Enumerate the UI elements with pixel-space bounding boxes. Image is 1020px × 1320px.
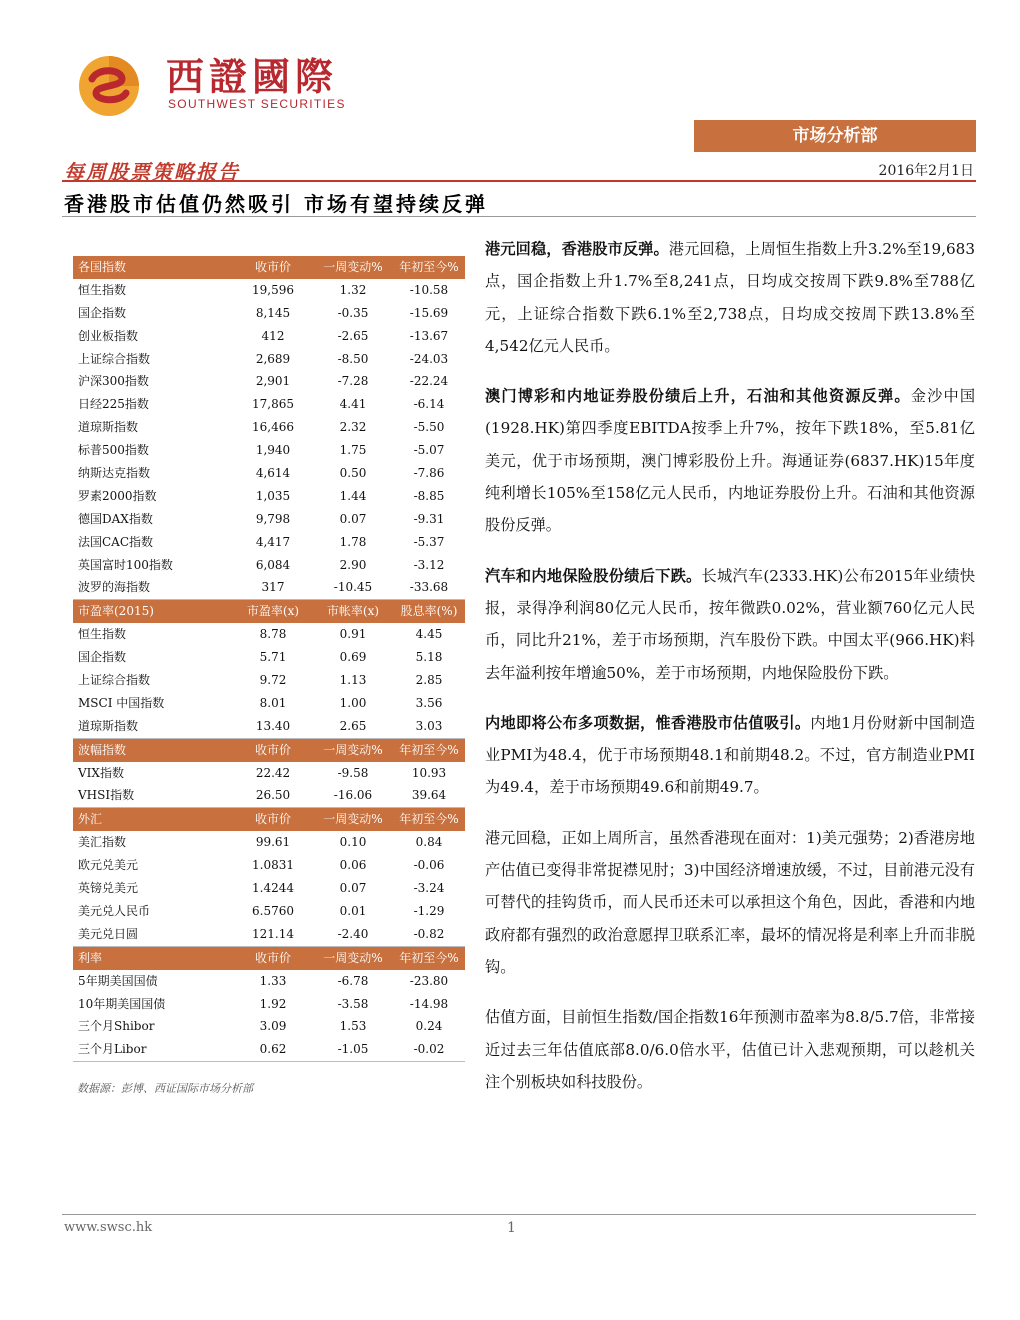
article-paragraph xyxy=(485,380,975,541)
table-cell: 创业板指数 xyxy=(78,328,139,343)
article-paragraph xyxy=(485,707,975,804)
table-cell: 6.5760 xyxy=(252,903,294,918)
table-cell: 1.00 xyxy=(339,695,367,710)
table-cell: -10.58 xyxy=(409,282,449,297)
table-cell: -1.05 xyxy=(337,1042,369,1057)
table-cell: -13.67 xyxy=(409,328,449,343)
table-row xyxy=(73,370,465,393)
table-cell: 2.85 xyxy=(415,673,443,688)
table-cell: 3.03 xyxy=(415,718,443,733)
table-header-cell: 一周变动% xyxy=(323,812,383,827)
table-cell: -8.50 xyxy=(337,351,369,366)
table-row xyxy=(73,854,465,877)
paragraph-lead: 汽车和内地保险股份绩后下跌。 xyxy=(485,566,702,585)
table-cell: 10.93 xyxy=(411,765,447,780)
table-cell: 标普500指数 xyxy=(78,443,149,458)
table-row xyxy=(73,831,465,854)
table-cell: 0.24 xyxy=(415,1019,443,1034)
table-cell: 0.69 xyxy=(339,650,367,665)
table-cell: 4.45 xyxy=(415,627,443,642)
table-cell: 3.56 xyxy=(415,695,443,710)
table-row xyxy=(73,416,465,439)
table-cell: 纳斯达克指数 xyxy=(78,466,151,481)
table-row xyxy=(73,439,465,462)
table-cell: 上证综合指数 xyxy=(78,673,151,688)
table-cell: 412 xyxy=(261,328,285,343)
table-section-header xyxy=(73,808,465,831)
table-cell: 19,596 xyxy=(252,282,294,297)
table-cell: -22.24 xyxy=(409,374,449,389)
table-cell: 上证综合指数 xyxy=(78,351,151,366)
company-logo xyxy=(78,55,368,115)
table-cell: -24.03 xyxy=(409,351,449,366)
table-cell: -14.98 xyxy=(409,996,449,1011)
table-row xyxy=(73,646,465,669)
table-cell: 法国CAC指数 xyxy=(78,534,154,549)
table-cell: -3.12 xyxy=(413,557,445,572)
table-cell: -6.78 xyxy=(337,973,369,988)
table-cell: 三个月Libor xyxy=(78,1042,147,1057)
table-header-cell: 收市价 xyxy=(254,812,291,827)
table-header-cell: 年初至今% xyxy=(399,812,459,827)
table-cell: -7.28 xyxy=(337,374,369,389)
table-cell: -9.58 xyxy=(337,765,369,780)
table-header-cell: 年初至今% xyxy=(399,260,459,274)
table-header-cell: 年初至今% xyxy=(399,742,459,757)
table-cell: 8.78 xyxy=(259,627,287,642)
table-row xyxy=(73,970,465,993)
table-cell: -3.24 xyxy=(413,881,445,896)
table-cell: 5年期美国国债 xyxy=(78,973,158,988)
table-cell: 欧元兑美元 xyxy=(78,858,139,873)
table-header-cell: 利率 xyxy=(78,950,103,965)
table-section-header xyxy=(73,947,465,970)
table-cell: 8.01 xyxy=(259,695,287,710)
paragraph-lead: 澳门博彩和内地证券股份绩后上升，石油和其他资源反弹。 xyxy=(485,387,911,406)
article-body xyxy=(485,233,975,1116)
table-cell: 1.75 xyxy=(339,443,367,458)
table-cell: -9.31 xyxy=(413,511,445,526)
table-cell: 39.64 xyxy=(411,788,447,803)
table-row xyxy=(73,762,465,785)
table-cell: -23.80 xyxy=(409,973,449,988)
table-cell: 10年期美国国债 xyxy=(78,996,166,1011)
table-cell: 0.62 xyxy=(259,1042,287,1057)
footer-url: www.swsc.hk xyxy=(64,1220,153,1235)
table-header-cell: 市盈率(x) xyxy=(246,604,300,619)
table-cell: VIX指数 xyxy=(78,765,124,780)
paragraph-text: 港元回稳，正如上周所言，虽然香港现在面对：1)美元强势；2)香港房地产估值已变得非常捉襟见肘；3)中国经济增速放缓，不过，目前港元没有可替代的挂钩货币，而人民币还未可以承担这个角色，因此，香港和内地政府都有强烈的政治意愿捍卫联系汇率，最坏的情况将是利率上升而非脱钩。 xyxy=(485,828,975,976)
report-headline: 香港股市估值仍然吸引 市场有望持续反弹 xyxy=(64,192,488,216)
table-cell: 英国富时100指数 xyxy=(78,557,173,572)
table-section-header xyxy=(73,256,465,279)
table-cell: 0.06 xyxy=(339,858,367,873)
article-paragraph xyxy=(485,233,975,362)
table-cell: MSCI 中国指数 xyxy=(78,695,165,710)
table-row xyxy=(73,508,465,531)
table-header-cell: 波幅指数 xyxy=(78,742,127,757)
table-cell: 三个月Shibor xyxy=(78,1019,155,1034)
table-cell: 16,466 xyxy=(252,420,294,435)
table-row xyxy=(73,279,465,302)
table-cell: -33.68 xyxy=(409,580,449,595)
table-cell: 1.78 xyxy=(339,534,367,549)
table-header-cell: 市帐率(x) xyxy=(326,604,380,619)
table-cell: 2.65 xyxy=(339,718,367,733)
table-cell: 5.18 xyxy=(415,650,443,665)
table-cell: 日经225指数 xyxy=(78,397,149,412)
table-cell: 1.44 xyxy=(339,488,367,503)
report-date: 2016年2月1日 xyxy=(878,163,974,179)
table-row xyxy=(73,784,465,808)
table-header-cell: 收市价 xyxy=(254,950,291,965)
headline-divider xyxy=(62,216,976,217)
table-cell: VHSI指数 xyxy=(78,788,135,803)
table-cell: -2.65 xyxy=(337,328,369,343)
table-cell: -0.02 xyxy=(413,1042,445,1057)
table-cell: 1.13 xyxy=(339,673,367,688)
table-cell: 99.61 xyxy=(255,835,291,850)
paragraph-text: 估值方面，目前恒生指数/国企指数16年预测市盈率为8.8/5.7倍，非常接近过去三年估值底部8.0/6.0倍水平，估值已计入悲观预期，可以趁机关注个别板块如科技股份。 xyxy=(485,1008,975,1091)
table-cell: 1,035 xyxy=(255,488,291,503)
table-row xyxy=(73,576,465,600)
table-cell: -6.14 xyxy=(413,397,445,412)
table-cell: 道琼斯指数 xyxy=(78,718,139,733)
table-cell: 1.32 xyxy=(339,282,367,297)
table-cell: 2,689 xyxy=(255,351,291,366)
table-cell: -0.35 xyxy=(337,305,369,320)
table-cell: -5.50 xyxy=(413,420,445,435)
table-cell: 8,145 xyxy=(255,305,291,320)
table-header-cell: 收市价 xyxy=(254,260,291,274)
table-cell: 0.07 xyxy=(339,511,367,526)
table-cell: 1.0831 xyxy=(252,858,294,873)
table-cell: 国企指数 xyxy=(78,650,127,665)
paragraph-text: 金沙中国(1928.HK)第四季度EBITDA按季上升7%，按年下跌18%，至5.81亿美元，优于市场预期，澳门博彩股份上升。海通证券(6837.HK)15年度纯利增长105%至158亿元人民币，内地证券股份上升。石油和其他资源股份反弹。 xyxy=(485,387,976,535)
paragraph-text: 长城汽车(2333.HK)公布2015年业绩快报，录得净利润80亿元人民币，按年微跌0.02%，营业额760亿元人民币，同比升21%，差于市场预期，汽车股份下跌。中国太平(966.HK)料去年溢利按年增逾50%，差于市场预期，内地保险股份下跌。 xyxy=(485,566,976,682)
table-cell: 0.01 xyxy=(339,903,367,918)
table-row xyxy=(73,531,465,554)
table-cell: 德国DAX指数 xyxy=(78,511,153,526)
table-cell: -15.69 xyxy=(409,305,449,320)
table-cell: -3.58 xyxy=(337,996,369,1011)
report-type-title: 每周股票策略报告 xyxy=(64,160,240,184)
table-row xyxy=(73,1038,465,1062)
header-divider xyxy=(62,180,976,182)
table-row xyxy=(73,623,465,646)
table-cell: 3.09 xyxy=(259,1019,287,1034)
table-cell: 美汇指数 xyxy=(78,835,127,850)
table-cell: 0.84 xyxy=(415,835,443,850)
table-cell: -1.29 xyxy=(413,903,445,918)
table-row xyxy=(73,1015,465,1038)
paragraph-text: 内地1月份财新中国制造业PMI为48.4，优于市场预期48.1和前期48.2。不过，官方制造业PMI为49.4，差于市场预期49.6和前期49.7。 xyxy=(485,713,975,797)
market-data-table xyxy=(73,256,465,1062)
table-header-cell: 一周变动% xyxy=(323,950,383,965)
table-cell: 2,901 xyxy=(255,374,291,389)
table-cell: -0.82 xyxy=(413,926,445,941)
table-row xyxy=(73,900,465,923)
table-row xyxy=(73,325,465,348)
department-badge: 市场分析部 xyxy=(694,120,976,152)
table-cell: 13.40 xyxy=(255,718,291,733)
table-cell: 罗素2000指数 xyxy=(78,488,157,503)
table-cell: -5.07 xyxy=(413,443,445,458)
table-cell: 2.90 xyxy=(339,557,367,572)
table-section-header xyxy=(73,739,465,762)
table-row xyxy=(73,993,465,1016)
table-header-cell: 一周变动% xyxy=(323,742,383,757)
table-row xyxy=(73,923,465,947)
logo-english-name: SOUTHWEST SECURITIES xyxy=(168,97,346,111)
table-header-cell: 各国指数 xyxy=(78,260,127,274)
page-number: 1 xyxy=(507,1220,516,1236)
table-cell: 0.91 xyxy=(339,627,367,642)
table-cell: 9.72 xyxy=(259,673,287,688)
table-cell: 22.42 xyxy=(255,765,291,780)
table-cell: 121.14 xyxy=(252,926,294,941)
table-cell: 恒生指数 xyxy=(78,282,127,297)
paragraph-text: 港元回稳，上周恒生指数上升3.2%至19,683点，国企指数上升1.7%至8,241点，日均成交按周下跌9.8%至788亿元，上证综合指数下跌6.1%至2,738点，日均成交按周下跌13.8%至4,542亿元人民币。 xyxy=(485,240,976,355)
table-cell: 6,084 xyxy=(255,557,291,572)
table-cell: 4,614 xyxy=(255,466,291,481)
table-header-cell: 年初至今% xyxy=(399,950,459,965)
table-cell: -10.45 xyxy=(333,580,373,595)
table-cell: 1.33 xyxy=(259,973,287,988)
table-cell: 沪深300指数 xyxy=(78,374,149,389)
table-row xyxy=(73,669,465,692)
table-row xyxy=(73,302,465,325)
table-header-cell: 外汇 xyxy=(78,812,103,827)
footer-divider xyxy=(62,1214,976,1215)
table-cell: 4,417 xyxy=(255,534,291,549)
table-cell: -2.40 xyxy=(337,926,369,941)
table-cell: 1.92 xyxy=(259,996,287,1011)
table-row xyxy=(73,877,465,900)
table-header-cell: 收市价 xyxy=(254,742,291,757)
paragraph-lead: 港元回稳，香港股市反弹。 xyxy=(485,240,669,258)
table-row xyxy=(73,462,465,485)
table-cell: -7.86 xyxy=(413,466,445,481)
table-row xyxy=(73,485,465,508)
table-row xyxy=(73,692,465,715)
table-cell: -5.37 xyxy=(413,534,445,549)
table-row xyxy=(73,715,465,739)
table-cell: 恒生指数 xyxy=(78,627,127,642)
table-cell: 波罗的海指数 xyxy=(78,580,151,595)
table-cell: 9,798 xyxy=(255,511,291,526)
table-cell: 1.4244 xyxy=(252,881,294,896)
table-cell: 26.50 xyxy=(255,788,291,803)
table-cell: 317 xyxy=(261,580,285,595)
table-cell: 美元兑日圆 xyxy=(78,926,139,941)
table-section-header xyxy=(73,600,465,623)
table-header-cell: 一周变动% xyxy=(323,260,383,274)
logo-chinese-name: 西證國際 xyxy=(166,55,339,99)
table-cell: 英镑兑美元 xyxy=(78,881,139,896)
data-source-note: 数据源：彭博、西证国际市场分析部 xyxy=(77,1082,253,1095)
table-row xyxy=(73,393,465,416)
table-cell: 1,940 xyxy=(255,443,291,458)
article-paragraph xyxy=(485,1001,975,1098)
table-cell: 0.50 xyxy=(339,466,367,481)
paragraph-lead: 内地即将公布多项数据，惟香港股市估值吸引。 xyxy=(485,713,811,732)
table-row xyxy=(73,554,465,577)
table-header-cell: 股息率(%) xyxy=(400,604,458,619)
logo-emblem-icon xyxy=(78,55,140,117)
article-paragraph xyxy=(485,822,975,983)
table-cell: 2.32 xyxy=(339,420,367,435)
table-cell: -8.85 xyxy=(413,488,445,503)
table-cell: -0.06 xyxy=(413,858,445,873)
article-paragraph xyxy=(485,560,975,689)
table-cell: 1.53 xyxy=(339,1019,367,1034)
table-cell: 美元兑人民币 xyxy=(78,903,151,918)
table-cell: 5.71 xyxy=(259,650,287,665)
table-cell: 4.41 xyxy=(339,397,367,412)
table-cell: 17,865 xyxy=(252,397,294,412)
table-cell: 0.10 xyxy=(339,835,367,850)
table-cell: 0.07 xyxy=(339,881,367,896)
table-row xyxy=(73,348,465,371)
table-cell: -16.06 xyxy=(333,788,373,803)
table-cell: 道琼斯指数 xyxy=(78,420,139,435)
table-cell: 国企指数 xyxy=(78,305,127,320)
table-header-cell: 市盈率(2015) xyxy=(78,604,154,619)
